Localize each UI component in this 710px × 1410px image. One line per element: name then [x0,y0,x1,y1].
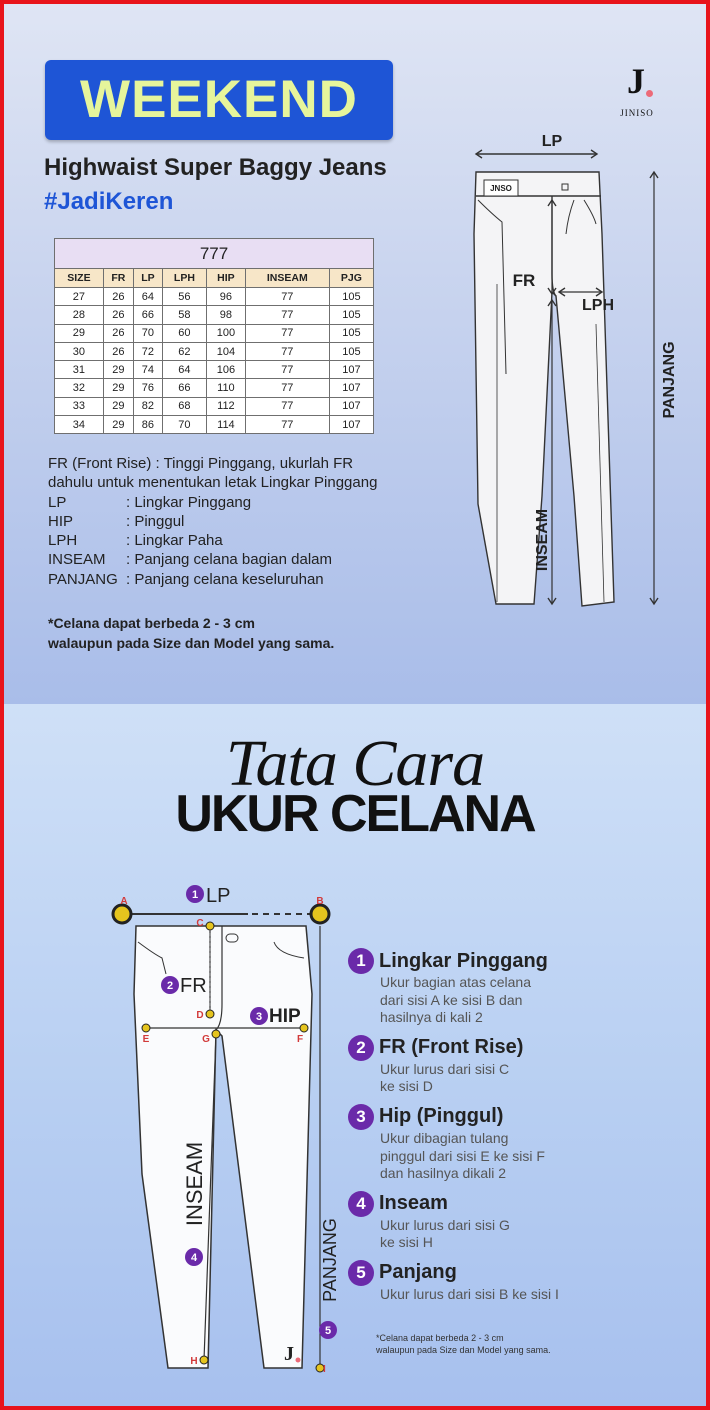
point-h-label: H [190,1356,198,1367]
brand-logo-dot [646,90,653,97]
table-cell: 34 [55,416,104,434]
table-cell: 112 [207,397,246,415]
table-cell: 105 [329,288,373,306]
table-cell: 26 [103,342,133,360]
size-table-body [55,288,374,434]
table-cell: 107 [329,361,373,379]
step-title: Panjang [379,1261,457,1284]
table-cell: 86 [133,416,162,434]
fr-label: FR [512,271,536,290]
size-table-col-header: PJG [329,269,373,288]
size-table-col-header: INSEAM [245,269,329,288]
table-cell: 29 [103,361,133,379]
panjang-label: PANJANG [661,341,678,419]
table-cell: 107 [329,379,373,397]
step-desc [380,974,698,1027]
table-cell: 104 [207,342,246,360]
table-cell: 26 [103,306,133,324]
step-desc-line: Ukur lurus dari sisi B ke sisi I [380,1285,559,1302]
diagram-panjang-label: PANJANG [320,1218,340,1302]
step-number: 4 [348,1191,374,1217]
jeans-tag-text: JNSO [490,184,512,193]
diagram-lp-label: LP [206,885,231,907]
size-table-title: 777 [55,239,374,269]
step-title: Lingkar Pinggang [379,949,548,972]
step-desc-line: dan hasilnya dikali 2 [380,1165,507,1182]
step-title: Inseam [379,1192,448,1215]
point-e-label: E [142,1034,150,1045]
table-row [55,379,374,397]
table-cell: 77 [245,288,329,306]
step-number: 5 [348,1260,374,1286]
howto-note-line-2: walaupun pada Size dan Model yang sama. [376,1345,551,1355]
step-item [348,948,698,1027]
step-desc [380,1061,698,1096]
howto-note-line-1: *Celana dapat berbeda 2 - 3 cm [376,1333,504,1343]
legend-fr-line2: dahulu untuk menentukan letak Lingkar Pinggang [48,474,378,492]
table-cell: 29 [55,324,104,342]
table-cell: 70 [162,416,206,434]
table-cell: 114 [207,416,246,434]
measurement-legend [48,454,377,589]
legend-desc: : Panjang celana bagian dalam [126,551,332,569]
table-row [55,288,374,306]
size-table [54,238,374,434]
point-d-label: D [196,1010,204,1021]
legend-row [48,493,377,512]
table-row [55,361,374,379]
point-a-label: A [120,896,128,907]
table-cell: 76 [133,379,162,397]
size-variance-note [48,614,334,653]
step-desc-line: dari sisi A ke sisi B dan [380,991,523,1008]
table-cell: 29 [103,379,133,397]
table-cell: 72 [133,342,162,360]
legend-key: INSEAM [48,551,106,569]
size-table-header-row [55,269,374,288]
size-table-col-header: LP [133,269,162,288]
diagram-logo-dot [296,1358,301,1363]
table-row [55,306,374,324]
legend-key: HIP [48,512,74,530]
table-cell: 107 [329,397,373,415]
inseam-label: INSEAM [534,508,551,572]
step-desc [380,1286,698,1304]
lph-label: LPH [582,297,614,314]
step-desc-line: pinggul dari sisi E ke sisi F [380,1147,545,1164]
legend-key: LPH [48,532,78,550]
legend-desc: : Panjang celana keseluruhan [126,570,324,588]
step-item [348,1104,698,1183]
table-cell: 31 [55,361,104,379]
step-item [348,1035,698,1096]
table-cell: 64 [162,361,206,379]
howto-variance-note [376,1332,551,1356]
step-desc-line: hasilnya di kali 2 [380,1009,483,1026]
point-i-label: I [323,1364,326,1375]
table-row [55,416,374,434]
diagram-num-5: 5 [324,1325,332,1337]
hashtag: #JadiKeren [44,188,174,215]
howto-steps [348,948,698,1312]
table-cell: 110 [207,379,246,397]
point-f-label: F [296,1034,304,1045]
step-desc-line: ke sisi D [380,1078,433,1095]
step-title: Hip (Pinggul) [379,1105,504,1128]
legend-key: LP [48,493,67,511]
diagram-num-4: 4 [190,1252,198,1264]
table-cell: 70 [133,324,162,342]
step-item [348,1191,698,1252]
table-cell: 77 [245,379,329,397]
legend-desc: : Pinggul [126,512,185,530]
diagram-inseam-label: INSEAM [182,1141,207,1227]
step-number: 3 [348,1104,374,1130]
legend-row [48,531,377,550]
table-cell: 56 [162,288,206,306]
table-cell: 26 [103,324,133,342]
table-cell: 77 [245,342,329,360]
table-cell: 32 [55,379,104,397]
diagram-hip-label: HIP [269,1006,301,1027]
table-cell: 77 [245,306,329,324]
table-row [55,324,374,342]
size-table-col-header: HIP [207,269,246,288]
table-cell: 77 [245,361,329,379]
table-cell: 33 [55,397,104,415]
step-number: 1 [348,948,374,974]
howto-heading-script: Tata Cara [225,727,485,800]
table-cell: 105 [329,342,373,360]
step-desc-line: Ukur lurus dari sisi G [380,1216,510,1233]
howto-heading-bold: UKUR CELANA [175,785,535,843]
legend-desc: : Lingkar Paha [126,532,223,550]
table-cell: 77 [245,324,329,342]
table-cell: 66 [133,306,162,324]
note-line-1: *Celana dapat berbeda 2 - 3 cm [48,615,255,631]
step-item [348,1260,698,1304]
table-cell: 98 [207,306,246,324]
legend-desc: : Lingkar Pinggang [126,493,252,511]
table-cell: 100 [207,324,246,342]
table-row [55,397,374,415]
point-c-label: C [196,918,204,929]
legend-key: PANJANG [48,570,118,588]
table-cell: 107 [329,416,373,434]
size-table-col-header: SIZE [55,269,104,288]
table-cell: 68 [162,397,206,415]
table-cell: 29 [103,416,133,434]
table-cell: 26 [103,288,133,306]
table-cell: 74 [133,361,162,379]
size-table-col-header: FR [103,269,133,288]
legend-row [48,550,377,569]
step-desc [380,1217,698,1252]
table-cell: 28 [55,306,104,324]
table-cell: 29 [103,397,133,415]
table-cell: 82 [133,397,162,415]
howto-pants-outline [134,926,312,1368]
diagram-fr-label: FR [180,975,207,997]
size-chart-section [4,4,706,704]
note-line-2: walaupun pada Size dan Model yang sama. [48,634,335,651]
diagram-num-3: 3 [255,1011,263,1023]
size-table-col-header: LPH [162,269,206,288]
table-cell: 77 [245,416,329,434]
table-cell: 58 [162,306,206,324]
table-row [55,342,374,360]
table-cell: 60 [162,324,206,342]
step-desc-line: Ukur lurus dari sisi C [380,1060,510,1077]
legend-row [48,512,377,531]
jeans-measure-diagram [444,124,704,624]
step-desc-line: Ukur bagian atas celana [380,974,531,990]
table-cell: 64 [133,288,162,306]
table-cell: 27 [55,288,104,306]
step-title: FR (Front Rise) [379,1036,524,1059]
weekend-badge-text: WEEKEND [80,70,358,129]
point-b-label: B [316,896,324,907]
lp-label: LP [541,133,563,150]
step-desc [380,1130,698,1183]
step-number: 2 [348,1035,374,1061]
legend-row [48,570,377,589]
diagram-brand-logo: J [284,1343,294,1365]
table-cell: 77 [245,397,329,415]
howto-jeans-diagram [104,874,354,1384]
brand-logo-word: JINISO [620,108,654,118]
step-desc-line: ke sisi H [380,1234,433,1251]
diagram-num-2: 2 [166,980,174,992]
step-desc-line: Ukur dibagian tulang [380,1129,509,1146]
product-title: Highwaist Super Baggy Jeans [44,154,387,181]
table-cell: 62 [162,342,206,360]
legend-fr-line1: FR (Front Rise) : Tinggi Pinggang, ukurlah FR [48,455,354,472]
table-cell: 30 [55,342,104,360]
table-cell: 66 [162,379,206,397]
brand-logo-mark: J [627,61,645,101]
diagram-num-1: 1 [191,889,199,901]
table-cell: 105 [329,324,373,342]
table-cell: 106 [207,361,246,379]
point-g-label: G [202,1034,210,1045]
table-cell: 96 [207,288,246,306]
table-cell: 105 [329,306,373,324]
